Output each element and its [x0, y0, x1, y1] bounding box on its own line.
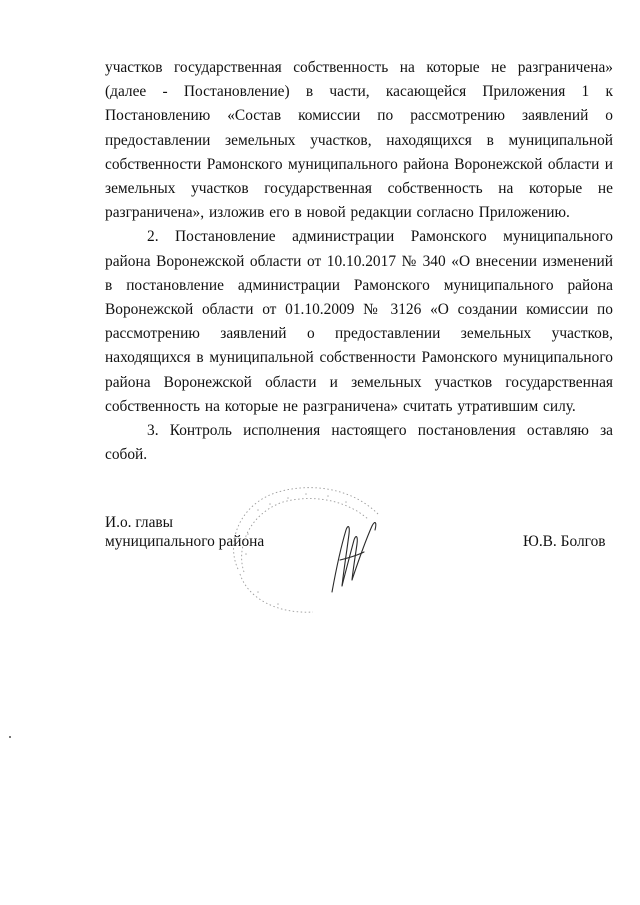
signatory-title-line-1: И.о. главы — [105, 514, 174, 531]
paragraph-3: 3. Контроль исполнения настоящего постановления оставляю за собой. — [105, 422, 613, 464]
paragraph-2: 2. Постановление администрации Рамонского муниципального района Воронежской области от 10.10.2017 № 340 «О внесении изменений в постановление администрации Рамонского муниципального района Воронежской области от 01.10.2009 № 3126 «О создании комиссии по рассмотрению заявлений о предоставлении земельных участков, находящихся в муниципальной собственности Рамонского муниципального района Воронежской области и земельных участков государственная собственность на которые не разграничена» считать утратившим силу. — [105, 228, 613, 415]
document-body — [105, 56, 613, 467]
signatory-name: Ю.В. Болгов — [523, 533, 606, 550]
signature-block — [105, 513, 613, 551]
signatory-title-line-2: муниципального района — [105, 533, 265, 550]
paragraph-continuation: участков государственная собственность на которые не разграничена» (далее - Постановление) в части, касающейся Приложения 1 к Постановлению «Состав комиссии по рассмотрению заявлений о предоставлении земельных участков, находящихся в муниципальной собственности Рамонского муниципального района Воронежской области и земельных участков государственная собственность на которые не разграничена», изложив его в новой редакции согласно Приложению. — [105, 59, 613, 222]
scan-speck — [9, 736, 11, 738]
